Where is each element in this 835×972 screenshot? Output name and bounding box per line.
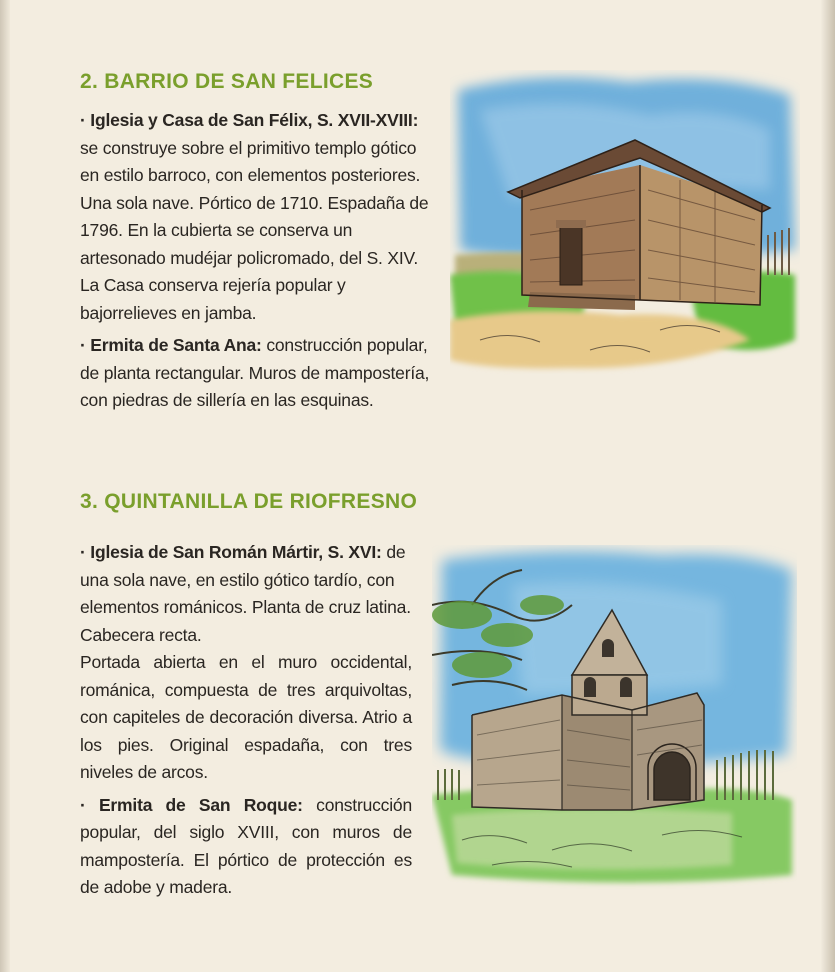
entry-title: · Iglesia de San Román Mártir, S. XVI:	[80, 542, 382, 562]
entry-iglesia-san-roman	[80, 539, 412, 649]
entry-text: de una sola nave, en estilo gótico tardío, con elementos románicos. Planta de cruz latina. Cabecera recta.	[80, 542, 411, 645]
page-edge-right	[821, 0, 835, 972]
entry-ermita-santa-ana	[80, 332, 432, 415]
entry-iglesia-san-roman-portada: Portada abierta en el muro occidental, románica, compuesta de tres arquivoltas, con capiteles de decoración diversa. Atrio a los pies. Original espadaña, con tres niveles de arcos.	[80, 652, 412, 782]
entry-title: · Ermita de Santa Ana:	[80, 335, 262, 355]
page-edge-left	[0, 0, 10, 972]
entry-title: · Ermita de San Roque:	[80, 794, 303, 815]
entry-iglesia-san-felix	[80, 107, 432, 327]
section-body-san-felices	[80, 107, 432, 415]
entry-text: construcción popular, de planta rectangular. Muros de mampostería, con piedras de sillería en las esquinas.	[80, 335, 430, 410]
section-heading-san-felices: 2. BARRIO DE SAN FELICES	[80, 70, 374, 93]
section-heading-quintanilla: 3. QUINTANILLA DE RIOFRESNO	[80, 490, 418, 513]
illustration-iglesia-san-roman	[432, 545, 797, 890]
entry-ermita-san-roque	[80, 792, 412, 902]
entry-title: · Iglesia y Casa de San Félix, S. XVII-XVIII:	[80, 110, 419, 130]
section-body-quintanilla	[80, 539, 412, 902]
entry-text: se construye sobre el primitivo templo gótico en estilo barroco, con elementos posteriores. Una sola nave. Pórtico de 1710. Espadaña de 1796. En la cubierta se conserva un artesonado mudéjar policromado, del S. XIV. La Casa conserva rejería popular y bajorrelieves en jamba.	[80, 137, 429, 323]
illustration-ermita-santa-ana	[450, 70, 800, 375]
entry-text: construcción popular, del siglo XVIII, con muros de mampostería. El pórtico de protección es de adobe y madera.	[80, 794, 412, 897]
